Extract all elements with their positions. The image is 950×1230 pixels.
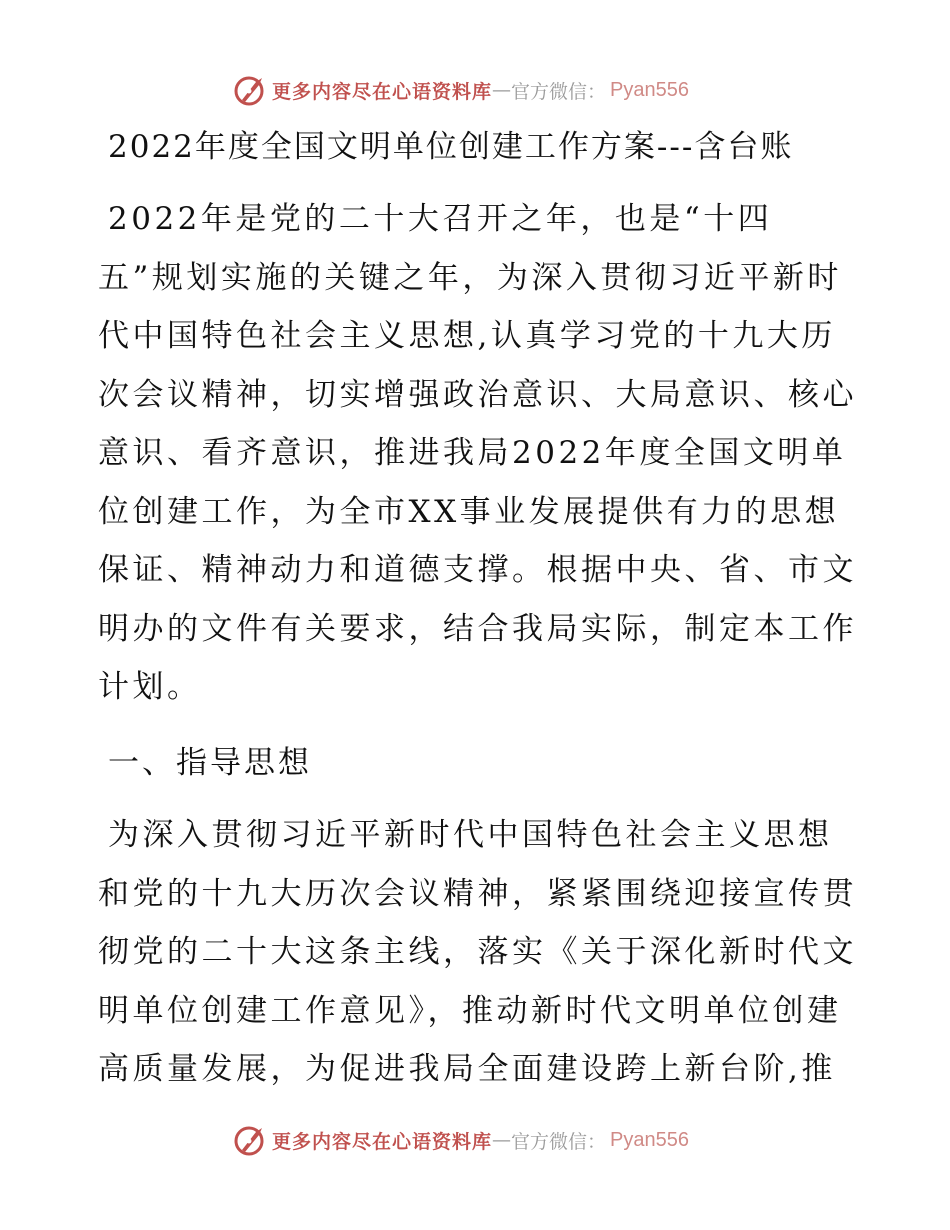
footer-watermark — [232, 1122, 689, 1158]
section-paragraph — [98, 806, 858, 1099]
paragraph-line: 2022年是党的二十大召开之年，也是“十四 — [108, 201, 773, 237]
pen-nib-circle-icon — [232, 72, 270, 108]
document-title: 2022年度全国文明单位创建工作方案---含台账 — [108, 129, 794, 165]
section-heading: 一、指导思想 — [108, 745, 312, 781]
paragraph-line: 五”规划实施的关键之年，为深入贯彻习近平新时 — [98, 259, 842, 296]
paragraph-line: 位创建工作，为全市XX事业发展提供有力的思想 — [98, 493, 840, 530]
paragraph-line: 和党的十九大历次会议精神，紧紧围绕迎接宣传贯 — [98, 875, 857, 912]
paragraph-line: 为深入贯彻习近平新时代中国特色社会主义思想 — [108, 817, 833, 853]
paragraph-line: 明单位创建工作意见》，推动新时代文明单位创建 — [98, 992, 842, 1029]
intro-paragraph — [98, 190, 858, 717]
watermark-separator: — — [492, 79, 512, 101]
paragraph-line: 意识、看齐意识，推进我局2022年度全国文明单 — [98, 435, 847, 471]
paragraph-line: 保证、精神动力和道德支撑。根据中央、省、市文 — [98, 552, 857, 588]
watermark-wechat-label: 官方微信： — [511, 1130, 607, 1153]
watermark-wechat-label: 官方微信： — [511, 80, 607, 103]
pen-nib-circle-icon — [232, 1122, 270, 1158]
paragraph-line: 次会议精神，切实增强政治意识、大局意识、核心 — [98, 376, 857, 413]
paragraph-line: 代中国特色社会主义思想,认真学习党的十九大历 — [98, 318, 836, 354]
paragraph-line: 计划。 — [98, 669, 202, 705]
watermark-handle: Pyan556 — [610, 78, 689, 101]
watermark-brand: 更多内容尽在心语资料库 — [272, 1130, 493, 1153]
paragraph-line: 明办的文件有关要求，结合我局实际，制定本工作 — [98, 610, 857, 647]
watermark-brand: 更多内容尽在心语资料库 — [272, 80, 493, 103]
header-watermark — [232, 72, 689, 108]
watermark-handle: Pyan556 — [610, 1128, 689, 1151]
watermark-separator: — — [492, 1129, 512, 1151]
paragraph-line: 高质量发展，为促进我局全面建设跨上新台阶,推 — [98, 1051, 836, 1087]
paragraph-line: 彻党的二十大这条主线，落实《关于深化新时代文 — [98, 934, 857, 970]
